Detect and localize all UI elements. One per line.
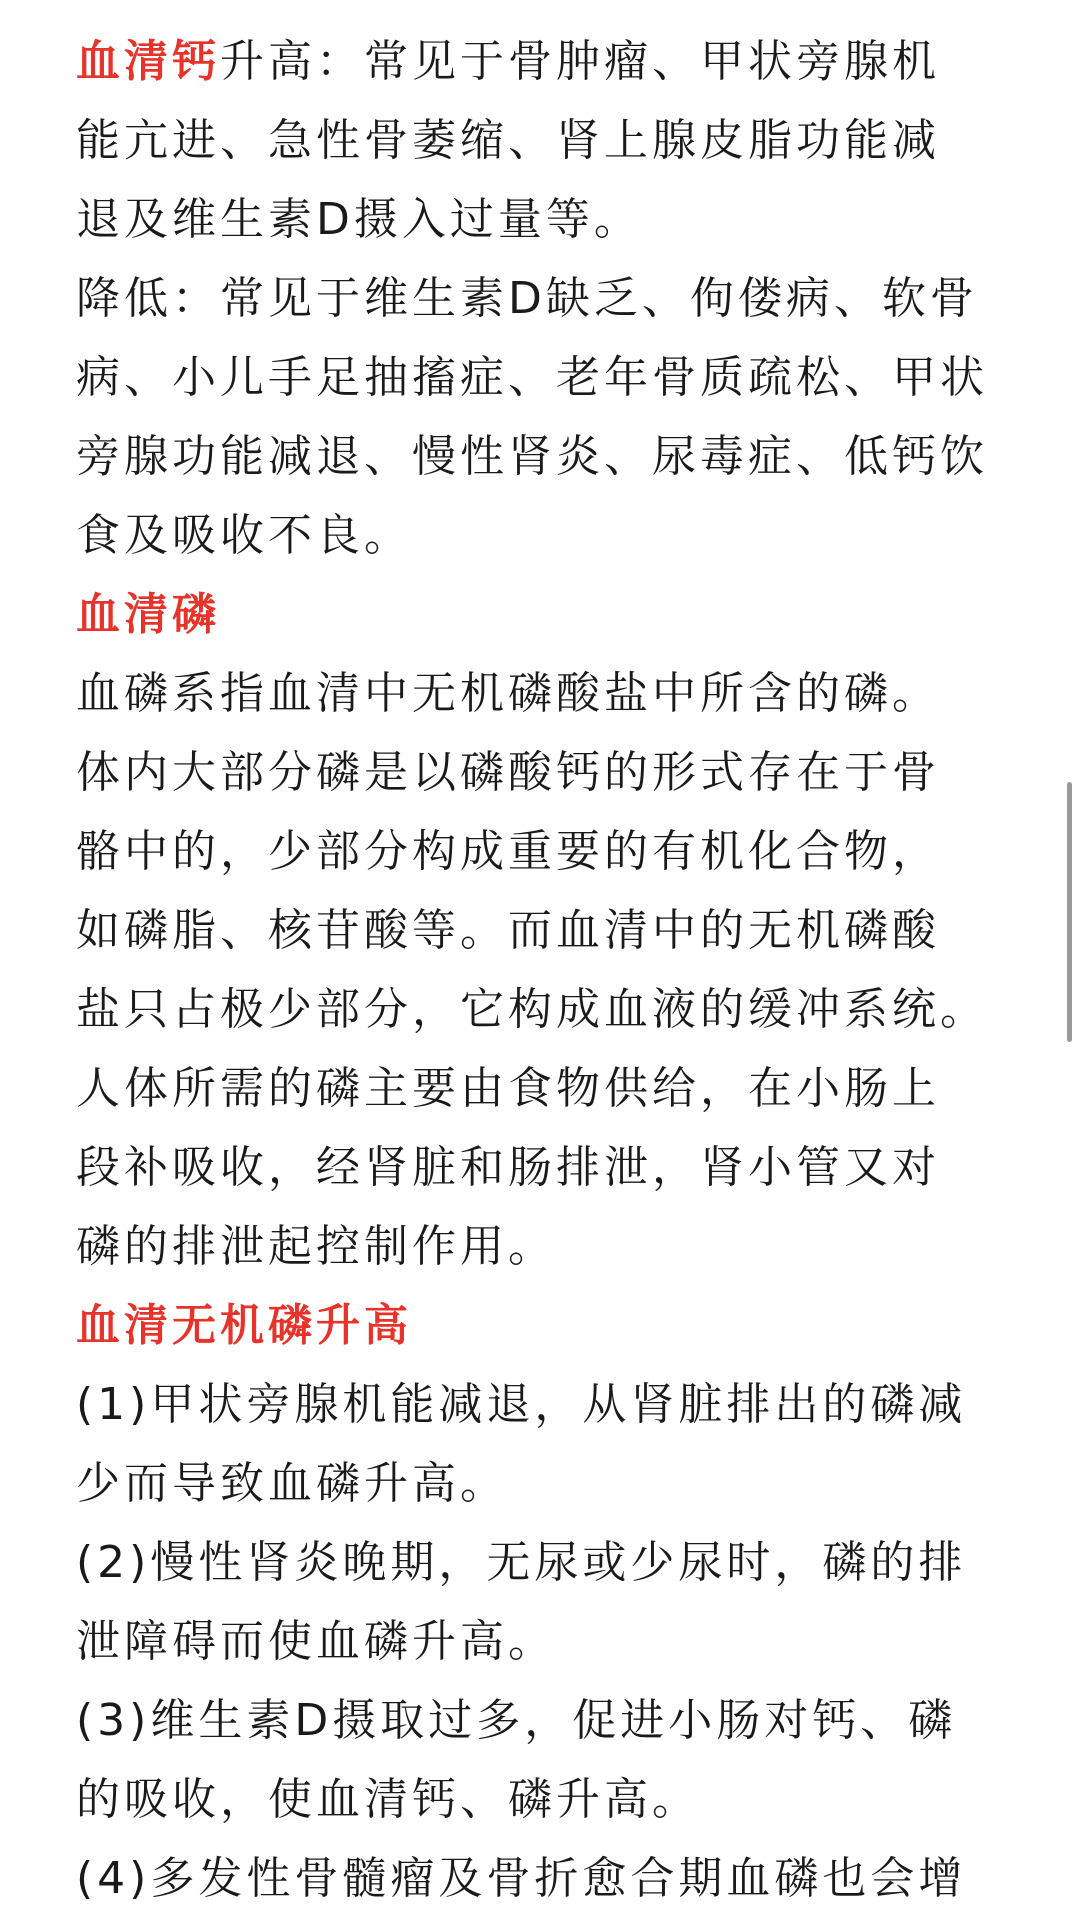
calcium-low-line-2: 病、小儿手足抽搐症、老年骨质疏松、甲状 [76, 352, 988, 403]
phosphorus-line-8: 磷的排泄起控制作用。 [76, 1221, 556, 1272]
phosphorus-line-6: 人体所需的磷主要由食物供给，在小肠上 [76, 1063, 940, 1114]
phosphorus-high-line-2: 少而导致血磷升高。 [76, 1458, 508, 1509]
phosphorus-high-line-7: (4)多发性骨髓瘤及骨折愈合期血磷也会增 [76, 1853, 967, 1904]
phosphorus-line-5: 盐只占极少部分，它构成血液的缓冲系统。 [76, 984, 988, 1035]
calcium-low-line-3: 旁腺功能减退、慢性肾炎、尿毒症、低钙饮 [76, 431, 988, 482]
phosphorus-line-3: 骼中的，少部分构成重要的有机化合物， [76, 826, 940, 877]
calcium-high-text: 升高：常见于骨肿瘤、甲状旁腺机 [220, 36, 940, 87]
phosphorus-line-7: 段补吸收，经肾脏和肠排泄，肾小管又对 [76, 1142, 940, 1193]
calcium-high-line-1 [76, 22, 1036, 101]
phosphorus-line-1: 血磷系指血清中无机磷酸盐中所含的磷。 [76, 668, 940, 719]
phosphorus-line-4: 如磷脂、核苷酸等。而血清中的无机磷酸 [76, 905, 940, 956]
calcium-high-line-3: 退及维生素D摄入过量等。 [76, 194, 642, 245]
phosphorus-high-line-5: (3)维生素D摄取过多，促进小肠对钙、磷 [76, 1695, 957, 1746]
phosphorus-heading: 血清磷 [76, 589, 220, 640]
phosphorus-line-2: 体内大部分磷是以磷酸钙的形式存在于骨 [76, 747, 940, 798]
phosphorus-high-line-4: 泄障碍而使血磷升高。 [76, 1616, 556, 1667]
calcium-low-line-4: 食及吸收不良。 [76, 510, 412, 561]
vertical-scrollbar[interactable] [1067, 782, 1072, 1042]
phosphorus-high-line-1: (1)甲状旁腺机能减退，从肾脏排出的磷减 [76, 1379, 967, 1430]
calcium-low-line-1: 降低：常见于维生素D缺乏、佝偻病、软骨 [76, 273, 978, 324]
phosphorus-high-line-6: 的吸收，使血清钙、磷升高。 [76, 1774, 700, 1825]
phosphorus-high-heading: 血清无机磷升高 [76, 1300, 412, 1351]
phosphorus-high-line-3: (2)慢性肾炎晚期，无尿或少尿时，磷的排 [76, 1537, 967, 1588]
article-content [76, 22, 1036, 1918]
calcium-high-line-2: 能亢进、急性骨萎缩、肾上腺皮脂功能减 [76, 115, 940, 166]
calcium-high-title: 血清钙 [76, 36, 220, 87]
